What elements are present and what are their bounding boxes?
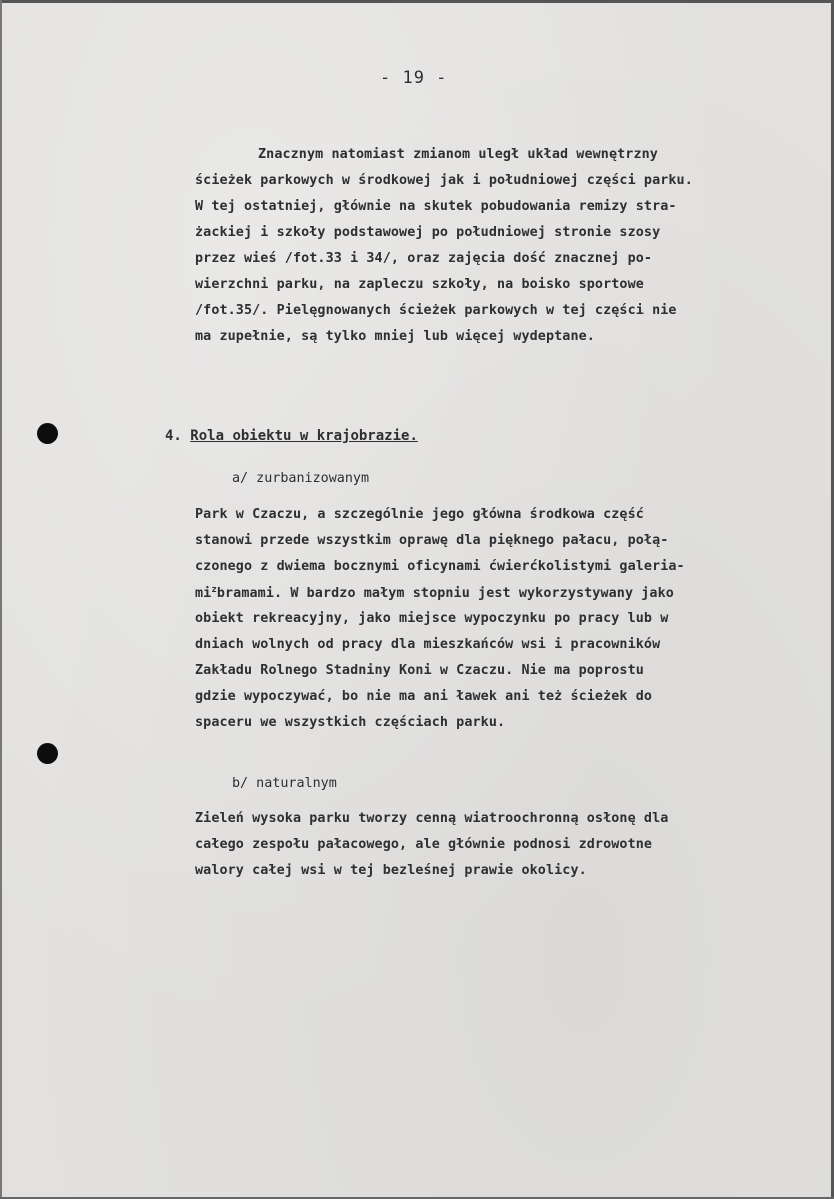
- subsection-b-label: b/ naturalnym: [232, 776, 337, 791]
- punch-hole-bottom: [37, 743, 58, 764]
- paragraph-1-line: żackiej i szkoły podstawowej po południowej stronie szosy: [195, 225, 661, 240]
- subsection-a-line: spaceru we wszystkich częściach parku.: [195, 715, 506, 730]
- subsection-a-line-with-superscript: [195, 585, 674, 601]
- page-number: - 19 -: [380, 68, 448, 88]
- paragraph-1-line: W tej ostatniej, głównie na skutek pobudowania remizy stra-: [195, 199, 677, 214]
- subsection-a-label: a/ zurbanizowanym: [232, 471, 370, 486]
- paragraph-1-line: wierzchni parku, na zapleczu szkoły, na boisko sportowe: [195, 277, 644, 292]
- paragraph-1-line: Znacznym natomiast zmianom uległ układ wewnętrzny: [258, 147, 658, 162]
- subsection-b-line: walory całej wsi w tej bezleśnej prawie okolicy.: [195, 863, 587, 878]
- paragraph-1-line: ma zupełnie, są tylko mniej lub więcej wydeptane.: [195, 329, 595, 344]
- paragraph-1-line: ścieżek parkowych w środkowej jak i południowej części parku.: [195, 173, 693, 188]
- section-title: Rola obiektu w krajobrazie.: [190, 428, 418, 444]
- subsection-a-line: dniach wolnych od pracy dla mieszkańców wsi i pracowników: [195, 637, 661, 652]
- subsection-b-line: Zieleń wysoka parku tworzy cenną wiatroochronną osłonę dla: [195, 811, 669, 826]
- subsection-a-line: obiekt rekreacyjny, jako miejsce wypoczynku po pracy lub w: [195, 611, 669, 626]
- punch-hole-top: [37, 423, 58, 444]
- scan-edge-top: [0, 0, 834, 3]
- subsection-a-line: gdzie wypoczywać, bo nie ma ani ławek ani też ścieżek do: [195, 689, 653, 704]
- section-heading: [165, 428, 418, 444]
- subsection-a-line: Zakładu Rolnego Stadniny Koni w Czaczu. Nie ma poprostu: [195, 663, 644, 678]
- paragraph-1-line: przez wieś /fot.33 i 34/, oraz zajęcia dość znacznej po-: [195, 251, 653, 266]
- section-number: 4.: [165, 428, 182, 444]
- subsection-a-line: stanowi przede wszystkim oprawę dla pięknego pałacu, połą-: [195, 533, 669, 548]
- paragraph-1-line: /fot.35/. Pielęgnowanych ścieżek parkowych w tej części nie: [195, 303, 677, 318]
- line-start: mi: [195, 586, 212, 601]
- subsection-a-line: Park w Czaczu, a szczególnie jego główna środkowa część: [195, 507, 644, 522]
- superscript-z: z: [211, 585, 217, 595]
- subsection-b-line: całego zespołu pałacowego, ale głównie podnosi zdrowotne: [195, 837, 653, 852]
- subsection-a-line: czonego z dwiema bocznymi oficynami ćwierćkolistymi galeria-: [195, 559, 685, 574]
- scan-edge-left: [0, 0, 2, 1199]
- line-rest: bramami. W bardzo małym stopniu jest wykorzystywany jako: [216, 586, 674, 601]
